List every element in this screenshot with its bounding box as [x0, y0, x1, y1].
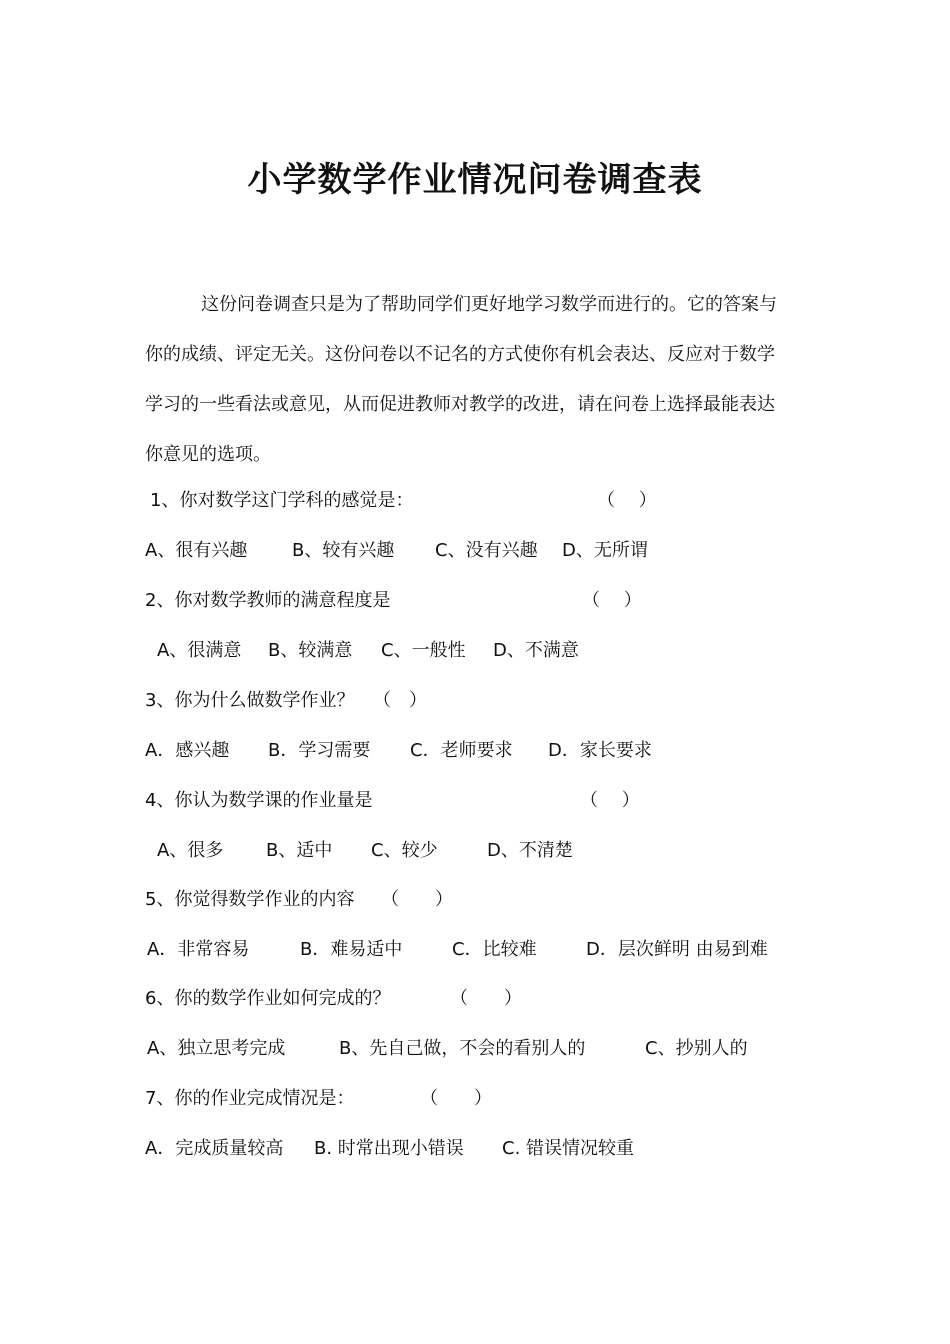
- question-text: 3、你为什么做数学作业？: [145, 690, 355, 711]
- intro-line: 你意见的选项。: [145, 444, 271, 465]
- option-d: D、无所谓: [562, 540, 648, 561]
- option-a: A、很有兴趣: [145, 540, 248, 561]
- intro-line: 学习的一些看法或意见，从而促进教师对教学的改进，请在问卷上选择最能表达: [145, 394, 775, 415]
- option-a: A．非常容易: [147, 939, 250, 960]
- option-d: D．家长要求: [548, 740, 652, 761]
- option-d: D．层次鲜明 由易到难: [586, 939, 768, 960]
- option-d: D、不清楚: [487, 840, 573, 861]
- option-b: B．学习需要: [268, 740, 371, 761]
- question-text: 7、你的作业完成情况是：: [145, 1088, 355, 1109]
- question-text: 2、你对数学教师的满意程度是: [145, 590, 391, 611]
- option-c: C、没有兴趣: [435, 540, 538, 561]
- option-a: A．感兴趣: [145, 740, 230, 761]
- option-c: C、抄别人的: [645, 1038, 748, 1059]
- answer-bracket: （ ）: [381, 889, 453, 910]
- option-b: B．难易适中: [300, 939, 403, 960]
- intro-line: 你的成绩、评定无关。这份问卷以不记名的方式使你有机会表达、反应对于数学: [145, 344, 775, 365]
- option-c: C、较少: [371, 840, 438, 861]
- document-title: 小学数学作业情况问卷调查表: [247, 160, 703, 200]
- answer-bracket: （ ）: [580, 790, 640, 811]
- option-c: C．老师要求: [410, 740, 513, 761]
- option-a: A、很多: [157, 840, 224, 861]
- option-b: B、适中: [266, 840, 333, 861]
- answer-bracket: （ ）: [597, 490, 657, 511]
- option-a: A．完成质量较高: [145, 1138, 284, 1159]
- option-c: C．比较难: [452, 939, 537, 960]
- option-c: C、一般性: [381, 640, 466, 661]
- question-text: 1、你对数学这门学科的感觉是：: [150, 490, 414, 511]
- question-text: 4、你认为数学课的作业量是: [145, 790, 373, 811]
- option-b: B、较满意: [268, 640, 353, 661]
- option-d: D、不满意: [493, 640, 579, 661]
- question-text: 5、你觉得数学作业的内容: [145, 889, 355, 910]
- question-text: 6、你的数学作业如何完成的？: [145, 988, 391, 1009]
- answer-bracket: （ ）: [373, 690, 427, 711]
- option-a: A、很满意: [157, 640, 242, 661]
- answer-bracket: （ ）: [582, 590, 642, 611]
- option-b: B、较有兴趣: [292, 540, 395, 561]
- answer-bracket: （ ）: [420, 1088, 492, 1109]
- option-b: B、先自己做，不会的看别人的: [339, 1038, 586, 1059]
- answer-bracket: （ ）: [450, 988, 522, 1009]
- option-a: A、独立思考完成: [147, 1038, 286, 1059]
- option-b: B. 时常出现小错误: [314, 1138, 464, 1159]
- option-c: C. 错误情况较重: [502, 1138, 635, 1159]
- intro-line: 这份问卷调查只是为了帮助同学们更好地学习数学而进行的。它的答案与: [201, 294, 777, 315]
- intro-paragraph: [145, 280, 810, 480]
